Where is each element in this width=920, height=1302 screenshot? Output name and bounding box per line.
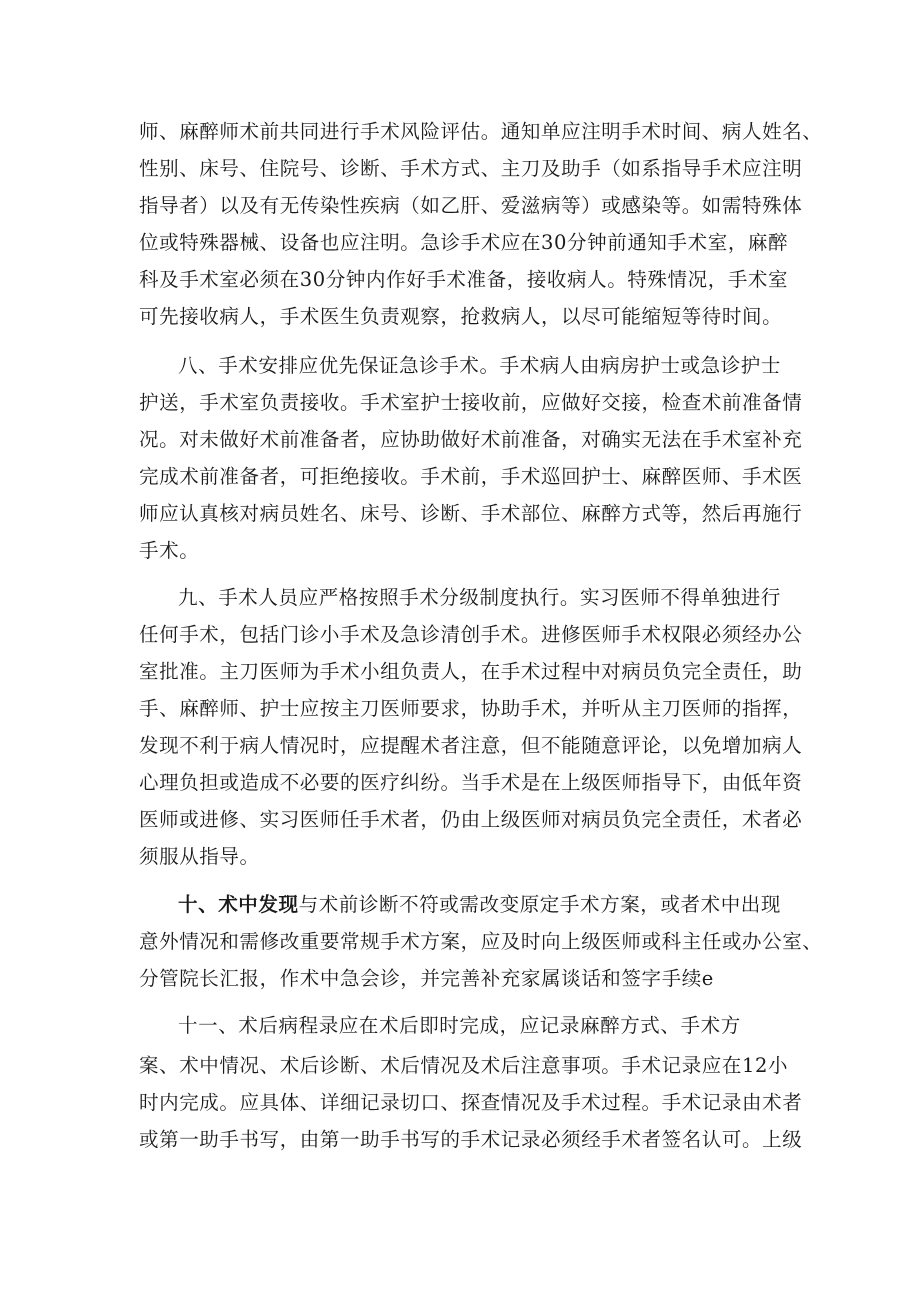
text-line: 发现不利于病人情况时，应提醒术者注意，但不能随意评论，以免增加病人 xyxy=(139,734,803,757)
text-line: 手、麻醉师、护士应按主刀医师要求，协助手术，并听从主刀医师的指挥， xyxy=(139,697,803,720)
text-line: 时内完成。应具体、详细记录切口、探查情况及手术过程。手术记录由术者 xyxy=(139,1091,803,1114)
text-line: 师应认真核对病员姓名、床号、诊断、手术部位、麻醉方式等，然后再施行 xyxy=(139,502,803,525)
text-line: 分管院长汇报，作术中急会诊，并完善补充家属谈话和签字手续e xyxy=(139,967,714,990)
paragraph-10-first-line xyxy=(178,893,781,917)
text-line: 位或特殊器械、设备也应注明。急诊手术应在30分钟前通知手术室，麻醉 xyxy=(139,231,789,254)
text-line: 师、麻醉师术前共同进行手术风险评估。通知单应注明手术时间、病人姓名、 xyxy=(139,120,823,143)
paragraph-8-first-line: 八、手术安排应优先保证急诊手术。手术病人由病房护士或急诊护士 xyxy=(178,354,782,377)
text-line: 案、术中情况、术后诊断、术后情况及术后注意事项。手术记录应在12小 xyxy=(139,1054,789,1077)
text-run: 与术前诊断不符或需改变原定手术方案，或者术中出现 xyxy=(298,893,782,916)
text-line: 心理负担或造成不必要的医疗纠纷。当手术是在上级医师指导下，由低年资 xyxy=(139,771,803,794)
text-line: 完成术前准备者，可拒绝接收。手术前，手术巡回护士、麻醉医师、手术医 xyxy=(139,465,803,488)
text-line: 医师或进修、实习医师任手术者，仍由上级医师对病员负完全责任，术者必 xyxy=(139,808,803,831)
text-line: 须服从指导。 xyxy=(139,845,260,868)
bold-lead: 十、术中发现 xyxy=(178,893,299,916)
text-line: 室批准。主刀医师为手术小组负责人，在手术过程中对病员负完全责任，助 xyxy=(139,660,803,683)
text-line: 况。对未做好术前准备者，应协助做好术前准备，对确实无法在手术室补充 xyxy=(139,428,803,451)
text-line: 手术。 xyxy=(139,539,200,562)
text-line: 可先接收病人，手术医生负责观察，抢救病人，以尽可能缩短等待时间。 xyxy=(139,305,783,328)
text-line: 或第一助手书写，由第一助手书写的手术记录必须经手术者签名认可。上级 xyxy=(139,1128,803,1151)
text-line: 意外情况和需修改重要常规手术方案，应及时向上级医师或科主任或办公室、 xyxy=(139,930,823,953)
text-line: 任何手术，包括门诊小手术及急诊清创手术。进修医师手术权限必须经办公 xyxy=(139,623,803,646)
paragraph-11-first-line: 十一、术后病程录应在术后即时完成，应记录麻醉方式、手术方 xyxy=(178,1014,741,1037)
paragraph-9-first-line: 九、手术人员应严格按照手术分级制度执行。实习医师不得单独进行 xyxy=(178,586,782,609)
text-line: 科及手术室必须在30分钟内作好手术准备，接收病人。特殊情况，手术室 xyxy=(139,268,789,291)
text-line: 性别、床号、住院号、诊断、手术方式、主刀及助手（如系指导手术应注明 xyxy=(139,157,803,180)
text-line: 护送，手术室负责接收。手术室护士接收前，应做好交接，检查术前准备情 xyxy=(139,391,803,414)
text-line: 指导者）以及有无传染性疾病（如乙肝、爱滋病等）或感染等。如需特殊体 xyxy=(139,194,803,217)
